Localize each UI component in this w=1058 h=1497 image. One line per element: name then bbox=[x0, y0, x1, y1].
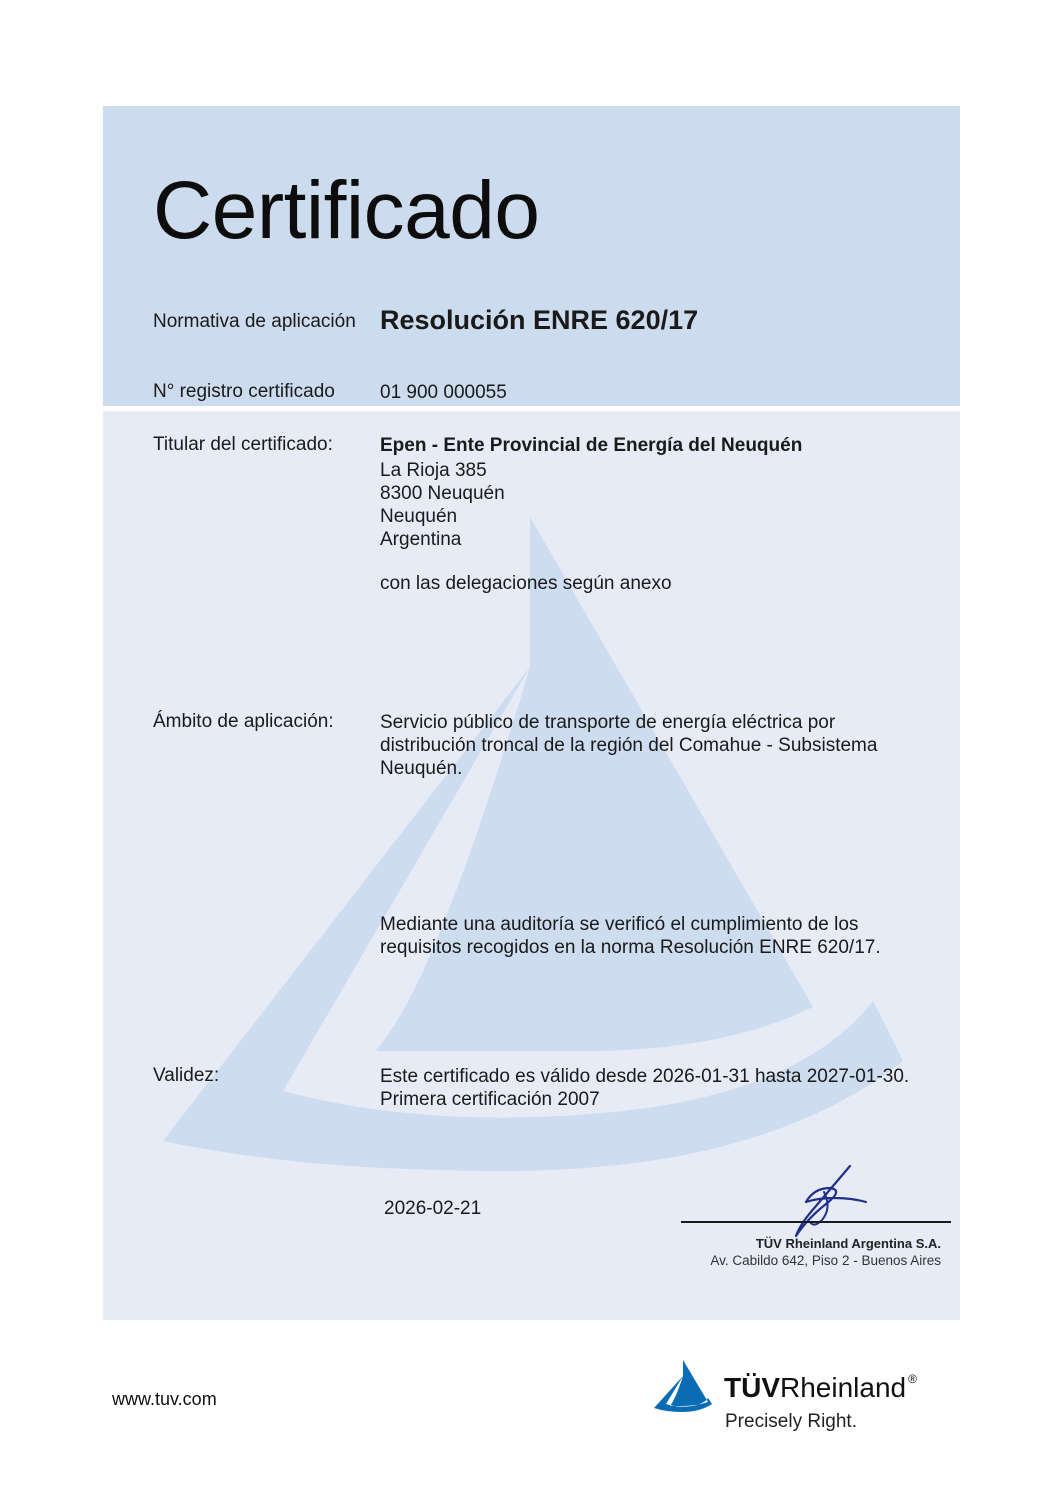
tuv-rheinland-logo bbox=[724, 1372, 917, 1404]
scope-text bbox=[380, 711, 877, 780]
holder-address bbox=[380, 459, 505, 551]
audit-line: requisitos recogidos en la norma Resolución ENRE 620/17. bbox=[380, 937, 881, 958]
holder-name: Epen - Ente Provincial de Energía del Neuquén bbox=[380, 435, 803, 456]
signature-icon bbox=[786, 1162, 876, 1242]
issue-date: 2026-02-21 bbox=[384, 1198, 482, 1219]
delegations-note: con las delegaciones según anexo bbox=[380, 573, 672, 594]
address-line: Neuquén bbox=[380, 506, 458, 527]
website-link[interactable]: www.tuv.com bbox=[112, 1389, 217, 1409]
validity-period: Este certificado es válido desde 2026-01-31 hasta 2027-01-30. bbox=[380, 1066, 910, 1087]
scope-line: Neuquén. bbox=[380, 758, 463, 779]
audit-statement bbox=[380, 913, 881, 959]
scope-line: distribución troncal de la región del Comahue - Subsistema bbox=[380, 735, 878, 756]
norm-value: Resolución ENRE 620/17 bbox=[380, 305, 699, 335]
holder-label: Titular del certificado: bbox=[153, 434, 333, 455]
scope-line: Servicio público de transporte de energía eléctrica por bbox=[380, 712, 836, 733]
logo-slogan: Precisely Right. bbox=[725, 1411, 857, 1432]
logo-brand-rest: Rheinland bbox=[780, 1372, 907, 1403]
address-line: Argentina bbox=[380, 529, 462, 550]
address-line: La Rioja 385 bbox=[380, 460, 487, 481]
scope-label: Ámbito de aplicación: bbox=[153, 711, 334, 732]
address-line: 8300 Neuquén bbox=[380, 483, 505, 504]
header-band bbox=[103, 106, 960, 406]
tuv-triangle-logo-icon bbox=[652, 1358, 714, 1414]
logo-brand-bold: TÜV bbox=[724, 1372, 780, 1403]
registry-value: 01 900 000055 bbox=[380, 382, 507, 403]
validity-text bbox=[380, 1065, 909, 1111]
certificate-title: Certificado bbox=[153, 165, 540, 256]
registered-mark: ® bbox=[908, 1372, 917, 1386]
norm-label: Normativa de aplicación bbox=[153, 311, 356, 332]
issuer-address: Av. Cabildo 642, Piso 2 - Buenos Aires bbox=[710, 1253, 941, 1268]
validity-label: Validez: bbox=[153, 1065, 220, 1086]
audit-line: Mediante una auditoría se verificó el cumplimiento de los bbox=[380, 914, 859, 935]
issuer-name: TÜV Rheinland Argentina S.A. bbox=[755, 1236, 941, 1251]
signature-line bbox=[681, 1221, 951, 1223]
first-certification: Primera certificación 2007 bbox=[380, 1089, 600, 1110]
registry-label: N° registro certificado bbox=[153, 381, 335, 402]
